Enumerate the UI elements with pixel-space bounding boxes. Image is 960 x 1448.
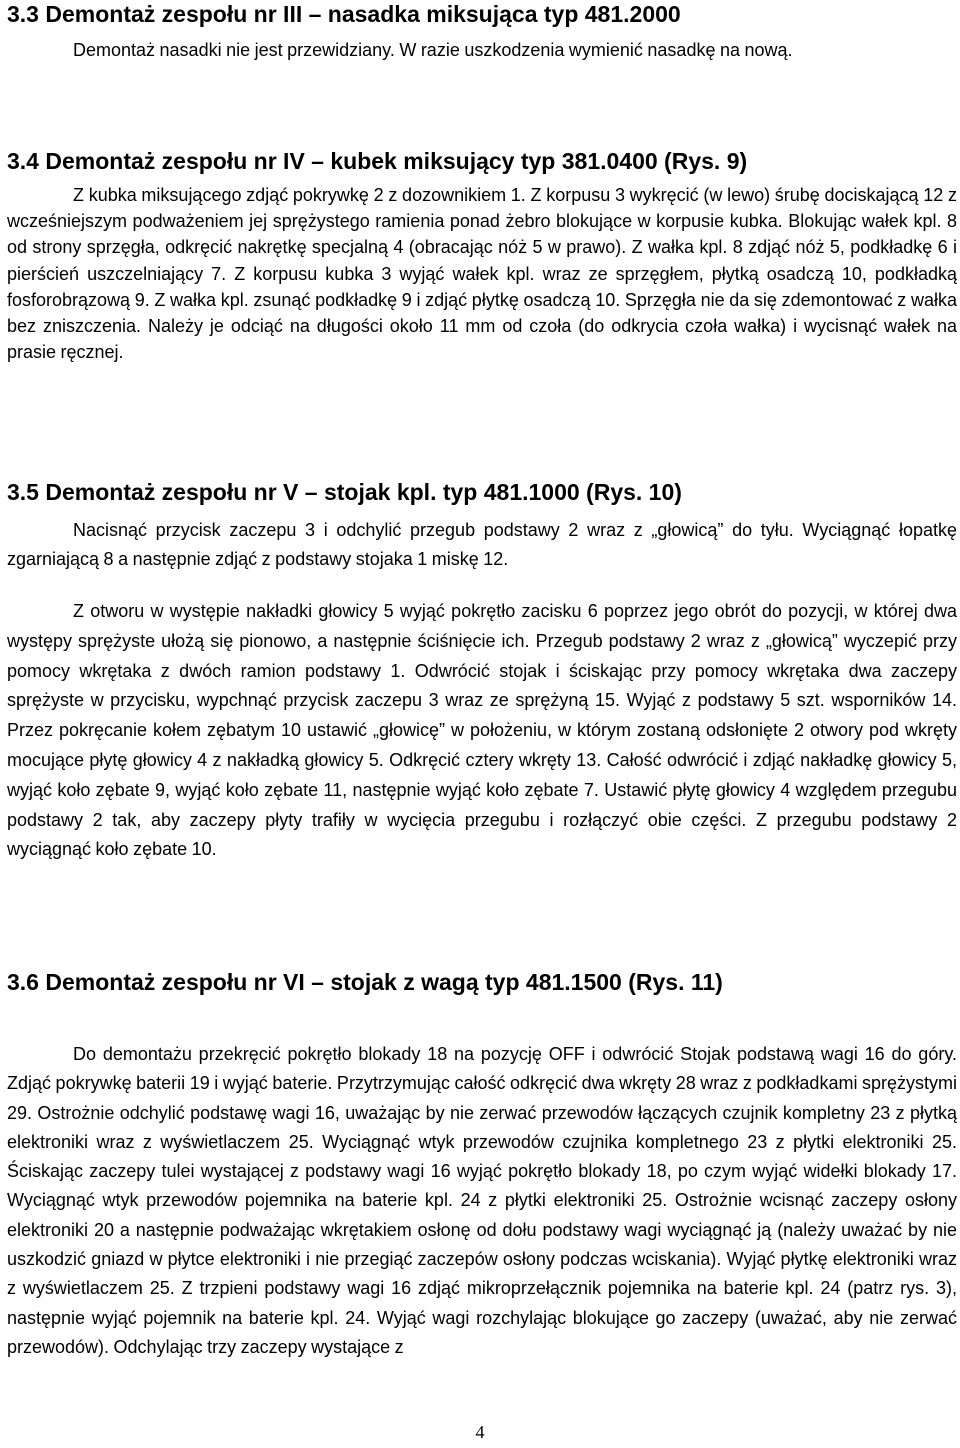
section-3-3: [7, 0, 957, 63]
section-heading: 3.3 Demontaż zespołu nr III – nasadka miksująca typ 481.2000: [7, 1, 681, 27]
paragraph: Z kubka miksującego zdjąć pokrywkę 2 z dozownikiem 1. Z korpusu 3 wykręcić (w lewo) śrubę dociskającą 12 z wcześniejszym podważeniem jej sprężystego ramienia ponad żebro blokujące w korpusie kubka. Blokując wałek kpl. 8 od strony sprzęgła, odkręcić nakrętkę specjalną 4 (obracając nóż 5 w prawo). Z wałka kpl. 8 zdjąć nóż 5, podkładkę 6 i pierścień uszczelniający 7. Z korpusu kubka 3 wyjąć wałek kpl. wraz ze sprzęgłem, płytką osadczą 10, podkładką fosforobrązową 9. Z wałka kpl. zsunąć podkładkę 9 i zdjąć płytkę osadczą 10. Sprzęgła nie da się zdemontować z wałka bez zniszczenia. Należy je odciąć na długości około 11 mm od czoła (do odkrycia czoła wałka) i wycisnąć wałek na prasie ręcznej.: [7, 185, 957, 363]
section-heading: 3.6 Demontaż zespołu nr VI – stojak z wagą typ 481.1500 (Rys. 11): [7, 969, 723, 995]
section-heading: 3.4 Demontaż zespołu nr IV – kubek miksujący typ 381.0400 (Rys. 9): [7, 148, 748, 174]
paragraph: Nacisnąć przycisk zaczepu 3 i odchylić przegub podstawy 2 wraz z „głowicą” do tyłu. Wyciągnąć łopatkę zgarniającą 8 a następnie zdjąć z podstawy stojaka 1 miskę 12.: [7, 520, 957, 569]
section-3-6: [7, 968, 957, 1362]
section-heading: 3.5 Demontaż zespołu nr V – stojak kpl. typ 481.1000 (Rys. 10): [7, 479, 682, 505]
paragraph: Do demontażu przekręcić pokrętło blokady 18 na pozycję OFF i odwrócić Stojak podstawą wagi 16 do góry. Zdjąć pokrywkę baterii 19 i wyjąć baterie. Przytrzymując całość odkręcić dwa wkręty 28 wraz z podkładkami sprężystymi 29. Ostrożnie odchylić podstawę wagi 16, uważając by nie zerwać przewodów łączących czujnik kompletny 23 z płytką elektroniki wraz z wyświetlaczem 25. Wyciągnąć wtyk przewodów czujnika kompletnego 23 z płytki elektroniki 25. Ściskając zaczepy tulei wystającej z podstawy wagi 16 wyjąć pokrętło blokady 18, po czym wyjąć widełki blokady 17. Wyciągnąć wtyk przewodów pojemnika na baterie kpl. 24 z płytki elektroniki 25. Ostrożnie wcisnąć zaczepy osłony elektroniki 20 a następnie podważając wkrętakiem osłonę od dołu podstawy wagi wyciągnąć ją (należy uważać by nie uszkodzić gniazd w płytce elektroniki i nie przegiąć zaczepów osłony podczas wciskania). Wyjąć płytkę elektroniki wraz z wyświetlaczem 25. Z trzpieni podstawy wagi 16 zdjąć mikroprzełącznik pojemnika na baterie kpl. 24 (patrz rys. 3), następnie wyjąć pojemnik na baterie kpl. 24. Wyjąć wagi rozchylając blokujące go zaczepy (uważać, aby nie zerwać przewodów). Odchylając trzy zaczepy wystające z: [7, 1044, 957, 1357]
section-3-5: [7, 478, 957, 865]
page-number: 4: [475, 1422, 485, 1442]
section-3-4: [7, 147, 957, 365]
paragraph: Z otworu w występie nakładki głowicy 5 wyjąć pokrętło zacisku 6 poprzez jego obrót do pozycji, w której dwa występy sprężyste ułożą się pionowo, a następnie ściśnięcie ich. Przegub podstawy 2 wraz z „głowicą” wyczepić przy pomocy wkrętaka z dwóch ramion podstawy 1. Odwrócić stojak i ściskając przy pomocy wkrętaka dwa zaczepy sprężyste w przycisku, wypchnąć przycisk zaczepu 3 wraz ze sprężyną 15. Wyjąć z podstawy 5 szt. wsporników 14. Przez pokręcanie kołem zębatym 10 ustawić „głowicę” w położeniu, w którym zostaną odsłonięte 2 otwory pod wkręty mocujące płytę głowicy 4 z nakładką głowicy 5. Odkręcić cztery wkręty 13. Całość odwrócić i zdjąć nakładkę głowicy 5, wyjąć koło zębate 9, wyjąć koło zębate 11, następnie wyjąć koło zębate 7. Ustawić płytę głowicy 4 względem przegubu podstawy 2 tak, aby zaczepy płyty trafiły w wycięcia przegubu i rozłączyć obie części. Z przegubu podstawy 2 wyciągnąć koło zębate 10.: [7, 601, 957, 860]
paragraph: Demontaż nasadki nie jest przewidziany. W razie uszkodzenia wymienić nasadkę na nową.: [73, 40, 793, 60]
